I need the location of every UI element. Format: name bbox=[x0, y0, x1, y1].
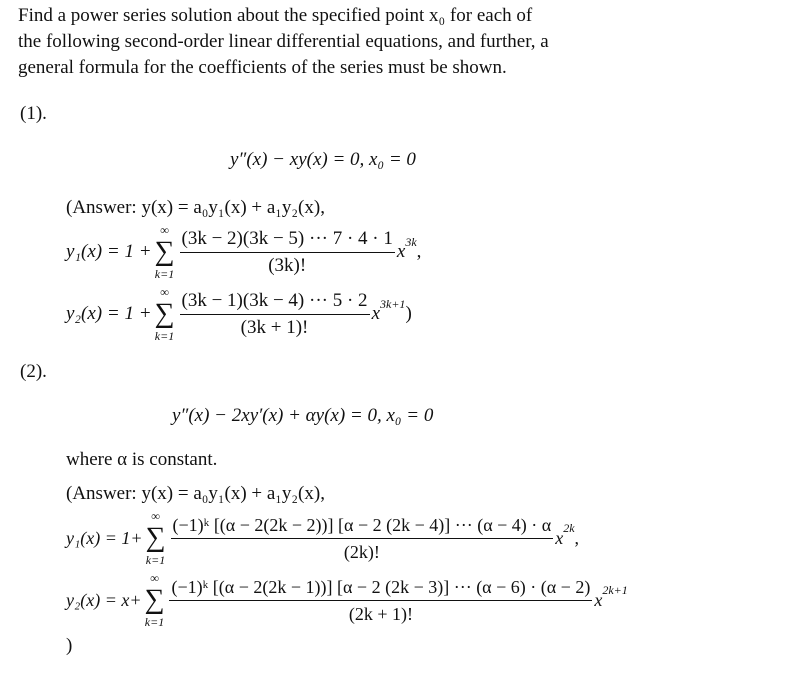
exponent: 2k bbox=[563, 521, 575, 535]
problem-1-y2-formula bbox=[66, 285, 802, 343]
sum-upper: ∞ bbox=[160, 285, 169, 299]
intro-line-2: the following second-order linear differential equations, and further, a bbox=[18, 31, 549, 52]
problem-2-label: (2). bbox=[20, 361, 47, 382]
problem-2-y1-formula bbox=[66, 509, 802, 567]
problem-1-equation: y″(x) − xy(x) = 0, x₀ = 0 bbox=[230, 149, 416, 170]
lhs: y₂(x) = 1 + bbox=[66, 303, 152, 324]
sum-lower: k=1 bbox=[144, 615, 165, 629]
problem-1-label: (1). bbox=[20, 103, 47, 124]
power-base: x bbox=[555, 528, 564, 548]
sum-upper: ∞ bbox=[160, 223, 169, 237]
power-base: x bbox=[371, 303, 380, 324]
sum-lower: k=1 bbox=[145, 553, 166, 567]
problem-2-y2-formula bbox=[66, 571, 802, 629]
numerator: (3k − 2)(3k − 5) ··· 7 · 4 · 1 bbox=[180, 228, 395, 253]
summation bbox=[155, 285, 175, 343]
intro-line-3: general formula for the coefficients of the series must be shown. bbox=[18, 57, 507, 78]
sigma-icon: ∑ bbox=[154, 236, 175, 267]
power-base: x bbox=[396, 241, 406, 262]
denominator: (2k + 1)! bbox=[348, 603, 413, 624]
sigma-icon: ∑ bbox=[144, 584, 165, 615]
exponent: 2k+1 bbox=[602, 583, 628, 597]
trailer: ) bbox=[405, 303, 412, 324]
numerator: (3k − 1)(3k − 4) ··· 5 · 2 bbox=[180, 290, 370, 315]
lhs: y₁(x) = 1+ bbox=[66, 528, 143, 548]
summation bbox=[145, 571, 165, 629]
sum-lower: k=1 bbox=[154, 267, 175, 281]
problem-2-equation: y″(x) − 2xy′(x) + αy(x) = 0, x₀ = 0 bbox=[172, 405, 434, 426]
sum-lower: k=1 bbox=[154, 329, 175, 343]
exponent: 3k bbox=[405, 235, 417, 249]
fraction bbox=[169, 576, 592, 625]
exponent: 3k+1 bbox=[380, 297, 406, 311]
numerator: (−1)ᵏ [(α − 2(2k − 1))] [α − 2 (2k − 3)] ··· (α − 6) · (α − 2) bbox=[169, 576, 592, 601]
lhs: y₂(x) = x+ bbox=[66, 590, 142, 610]
sum-upper: ∞ bbox=[150, 571, 159, 585]
numerator: (−1)ᵏ [(α − 2(2k − 2))] [α − 2 (2k − 4)] ··· (α − 4) · α bbox=[171, 514, 554, 539]
sigma-icon: ∑ bbox=[145, 522, 166, 553]
intro-line-1: Find a power series solution about the specified point x₀ for each of bbox=[18, 5, 533, 26]
trailer: , bbox=[574, 528, 580, 548]
problem-2-answer-line: (Answer: y(x) = a₀y₁(x) + a₁y₂(x), bbox=[66, 483, 325, 504]
denominator: (3k)! bbox=[268, 254, 307, 276]
sum-upper: ∞ bbox=[151, 509, 160, 523]
denominator: (2k)! bbox=[343, 541, 380, 562]
trailer: , bbox=[416, 241, 422, 262]
fraction bbox=[171, 514, 554, 563]
problem-1-y1-formula bbox=[66, 223, 802, 281]
fraction bbox=[180, 290, 370, 339]
sigma-icon: ∑ bbox=[154, 298, 175, 329]
problem-2-where: where α is constant. bbox=[66, 449, 218, 470]
summation bbox=[155, 223, 175, 281]
power-base: x bbox=[594, 590, 603, 610]
fraction bbox=[180, 228, 395, 277]
problem-2-close-paren: ) bbox=[66, 635, 73, 656]
lhs: y₁(x) = 1 + bbox=[66, 241, 152, 262]
problem-1-answer-line: (Answer: y(x) = a₀y₁(x) + a₁y₂(x), bbox=[66, 197, 325, 218]
denominator: (3k + 1)! bbox=[240, 316, 309, 338]
summation bbox=[146, 509, 166, 567]
